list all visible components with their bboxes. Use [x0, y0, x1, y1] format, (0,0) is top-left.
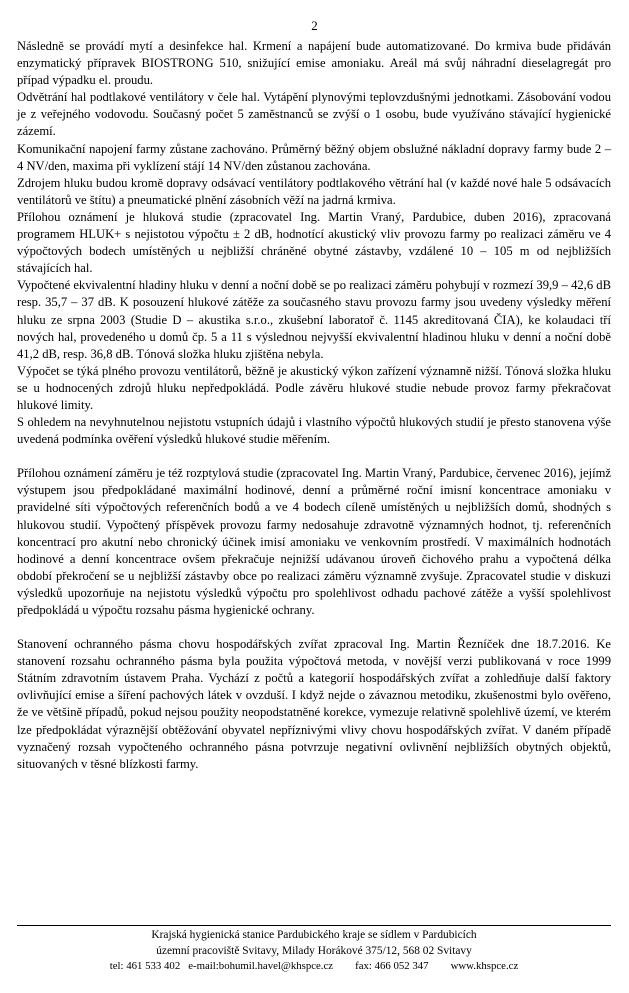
footer-email[interactable]: e-mail:bohumil.havel@khspce.cz: [188, 960, 334, 973]
footer-contacts: [17, 959, 611, 975]
footer-institution: Krajská hygienická stanice Pardubického kraje se sídlem v Pardubicích: [151, 929, 477, 941]
footer-phone: tel: 461 533 402: [109, 960, 181, 973]
paragraph-noise-levels: Vypočtené ekvivalentní hladiny hluku v denní a noční době se po realizaci záměru pohybují v rozmezí 39,9 – 42,6 dB resp. 35,7 – 37 dB. K posouzení hlukové zátěže za současného stavu provozu farmy jsou uvedeny výsledky měření hluku ze srpna 2003 (Studie D – akustika s.r.o., zkušební laboratoř č. 1145 akreditovaná ČIA), ke kolaudaci tří nových hal, provedeného u domů čp. 5 a 11 s výslednou nejvyšší ekvivalentní hladinou hluku v denní a noční době 41,2 dB, resp. 36,8 dB. Tónová složka hluku zjištěna nebyla.: [17, 278, 611, 361]
page-number: 2: [311, 18, 318, 33]
paragraph-noise-condition: S ohledem na nevyhnutelnou nejistotu vstupních údajů i vlastního výpočtů hlukových studií je přesto stanovena výše uvedená podmínka ověření výsledků hlukové studie měřením.: [17, 415, 611, 447]
paragraph-protection-zone: Stanovení ochranného pásma chovu hospodářských zvířat zpracoval Ing. Martin Řezníček dne 18.7.2016. Ke stanovení rozsahu ochranného pásma byla použita výpočtová metoda, v novější verzi publikovaná v roce 1999 Státním zdravotním ústavem Praha. Vychází z počtů a kategorií hospodářských zvířat a zohledňuje další faktory ovlivňující emise a šíření pachových látek v ovzduší. I když nejde o závaznou metodiku, zkušenostmi bylo ověřeno, že ve většině případů, pokud nejsou použity neopodstatněné korekce, vymezuje relativně spolehlivě území, ve kterém lze předpokládat výraznější obtěžování obyvatel nepříznivými vlivy chovu hospodářských zvířat. V daném případě vyznačený rozsah vypočteného ochranného pásna potvrzuje negativní ovlivnění nejbližších obytných objektů, situovaných v těsné blízkosti farmy.: [17, 637, 611, 771]
paragraph-traffic: Komunikační napojení farmy zůstane zachováno. Průměrný běžný objem obslužné nákladní dopravy farmy bude 2 – 4 NV/den, maxima při vyklízení stájí 14 NV/den zůstanou zachována.: [17, 141, 611, 173]
paragraph-dispersion-study: Přílohou oznámení záměru je též rozptylová studie (zpracovatel Ing. Martin Vraný, Pardubice, červenec 2016), jejímž výstupem jsou předpokládané maximální hodinové, denní a průměrné roční imisní koncentrace amoniaku v pravidelné síti výpočtových referenčních bodů a ve 4 bodech cíleně umístěných u nejbližších domů, shodných s hlukovou studií. Vypočtený příspěvek provozu farmy nedosahuje zdravotně významných hodnot, tj. referenčních koncentrací pro akutní nebo chronický účinek imisí amoniaku ve venkovním prostředí. V maximálních hodnotách hodinové a denní koncentrace ovšem překračuje nejnižší udávanou úroveň čichového prahu a vypočtená délka období překročení se u nejbližší zástavby obce po realizaci záměru významně zvyšuje. Zpracovatel studie v diskuzi výsledků upozorňuje na nejistotu výsledků výpočtu pro spolehlivost odhadu pachové zátěže a vyšší spolehlivost předpokládá u výpočtu rozsahu pásma hygienické ochrany.: [17, 466, 611, 617]
page-footer: [17, 925, 611, 975]
paragraph-noise-sources: Zdrojem hluku budou kromě dopravy odsávací ventilátory podtlakového větrání hal (v každé nové hale 5 odsávacích ventilátorů ve štítu) a pneumatické plnění zásobních věží na jadrná krmiva.: [17, 175, 611, 207]
footer-divider: [17, 925, 611, 926]
paragraph-hygiene-feeding: Následně se provádí mytí a desinfekce hal. Krmení a napájení bude automatizované. Do krmiva bude přidáván enzymatický přípravek BIOSTRONG 510, snižující emise amoniaku. Areál má svůj náhradní dieselagregát pro případ výpadku el. proudu.: [17, 39, 611, 88]
paragraph-noise-conclusion: Výpočet se týká plného provozu ventilátorů, běžně je akustický výkon zařízení významně nižší. Tónová složka hluku se u hodnocených zdrojů hluku nepředpokládá. Podle závěru hlukové studie nebude provoz farmy překračovat hlukové limity.: [17, 363, 611, 412]
footer-address: územní pracoviště Svitavy, Milady Horákové 375/12, 568 02 Svitavy: [156, 944, 472, 957]
paragraph-noise-study: Přílohou oznámení je hluková studie (zpracovatel Ing. Martin Vraný, Pardubice, duben 2016), zpracovaná programem HLUK+ s nejistotou výpočtu ± 2 dB, hodnotící akustický vliv provozu farmy po realizaci záměru ve 4 výpočtových bodech umístěných u nejbližší chráněné obytné zástavby, vzdálené 10 – 105 m od nejbližších stávajících hal.: [17, 209, 611, 276]
paragraph-ventilation-heating: Odvětrání hal podtlakové ventilátory v čele hal. Vytápění plynovými teplovzdušnými jednotkami. Zásobování vodou je z veřejného vodovodu. Současný počet 5 zaměstnanců se zvýší o 1 osobu, bude využíváno stávající hygienické zázemí.: [17, 90, 611, 139]
footer-fax: fax: 466 052 347: [355, 960, 429, 973]
document-body: [17, 38, 611, 773]
footer-website[interactable]: www.khspce.cz: [450, 960, 519, 973]
